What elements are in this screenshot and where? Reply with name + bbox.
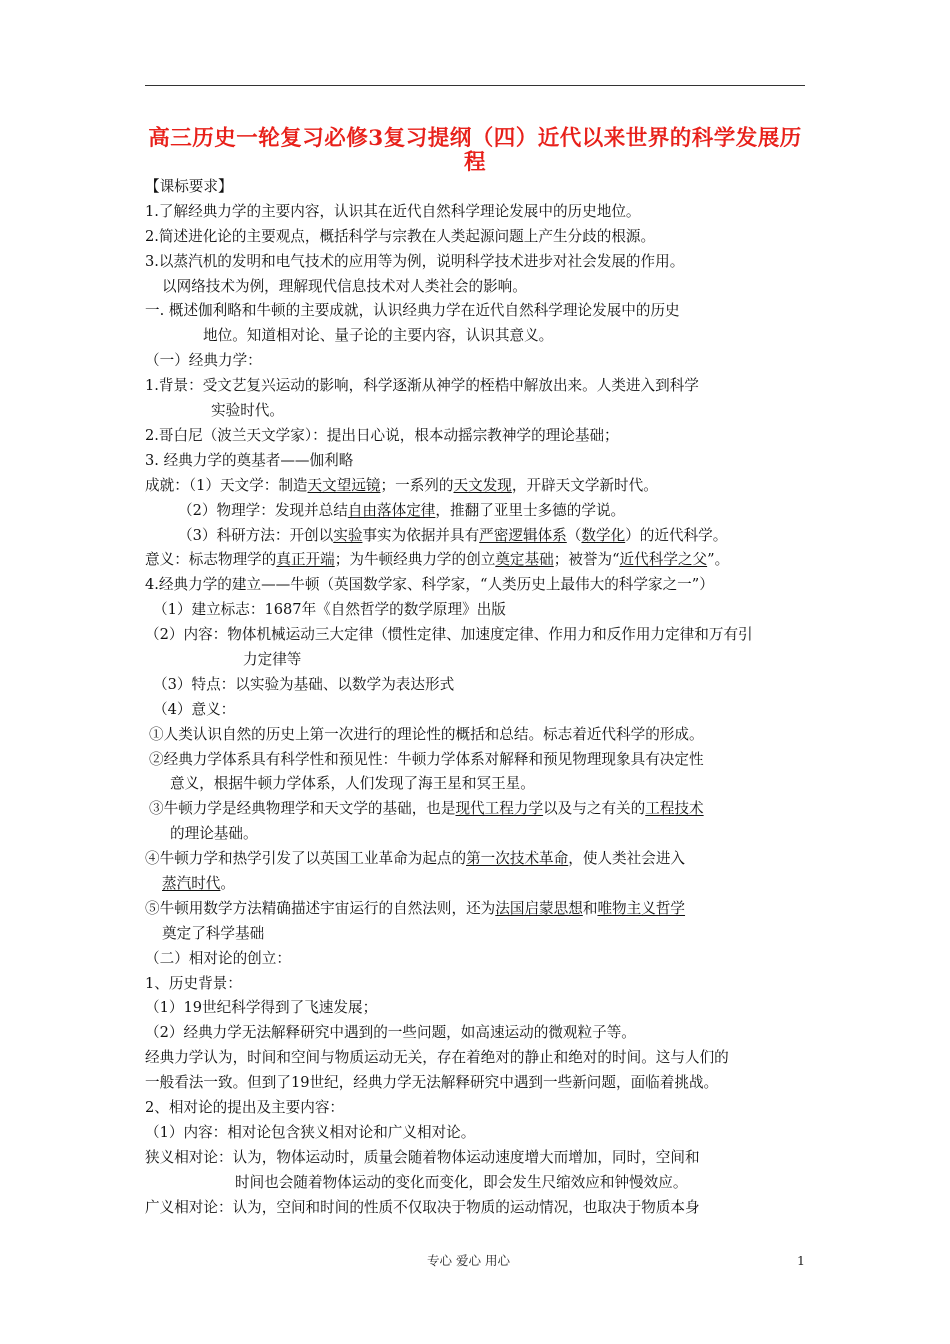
text-run: 3.以蒸汽机的发明和电气技术的应用等为例，说明科学技术进步对社会发展的作用。 xyxy=(145,253,685,270)
text-line xyxy=(149,799,704,819)
text-line xyxy=(145,376,699,396)
text-run: 4.经典力学的建立——牛顿（英国数学家、科学家，“人类历史上最伟大的科学家之一”） xyxy=(145,576,714,593)
text-run: （1）19世纪科学得到了飞速发展； xyxy=(145,999,378,1016)
text-run: （3）特点：以实验为基础、以数学为表达形式 xyxy=(153,676,455,693)
text-run: （一）经典力学： xyxy=(145,352,262,369)
text-run: 2.哥白尼（波兰天文学家）：提出日心说，根本动摇宗教神学的理论基础； xyxy=(145,427,619,444)
text-run: 事实为依据并具有 xyxy=(362,527,480,544)
text-line xyxy=(243,650,301,670)
text-run: 1.背景：受文艺复兴运动的影响，科学逐渐从神学的桎梏中解放出来。人类进入到科学 xyxy=(145,377,699,394)
text-line xyxy=(235,1173,687,1193)
text-line xyxy=(145,625,753,645)
text-run: 1.了解经典力学的主要内容，认识其在近代自然科学理论发展中的历史地位。 xyxy=(145,203,641,220)
text-line xyxy=(145,1148,700,1168)
text-line xyxy=(145,476,658,496)
text-run: 和 xyxy=(582,900,598,917)
footer-slogan: 专心 爱心 用心 xyxy=(427,1253,510,1268)
text-line xyxy=(211,401,284,421)
text-run: ②经典力学体系具有科学性和预见性：牛顿力学体系对解释和预见物理现象具有决定性 xyxy=(149,751,704,768)
text-run: ，推翻了亚里士多德的学说。 xyxy=(435,502,626,519)
text-run: ，使人类社会进入 xyxy=(568,850,686,867)
key-term: 工程技术 xyxy=(645,800,704,817)
text-line xyxy=(145,202,641,222)
text-line xyxy=(149,725,704,745)
text-run: 以网络技术为例，理解现代信息技术对人类社会的影响。 xyxy=(162,278,527,295)
text-run: （1）建立标志：1687年《自然哲学的数学原理》出版 xyxy=(153,601,506,618)
text-run: （2）内容：物体机械运动三大定律（惯性定律、加速度定律、作用力和反作用力定律和万有引 xyxy=(145,626,753,643)
text-run: 经典力学认为，时间和空间与物质运动无关，存在着绝对的静止和绝对的时间。这与人们的 xyxy=(145,1049,729,1066)
text-run: 奠定了科学基础 xyxy=(162,925,265,942)
key-term: 第一次技术革命 xyxy=(466,850,569,867)
text-line xyxy=(178,501,625,521)
text-run: 2.简述进化论的主要观点，概括科学与宗教在人类起源问题上产生分歧的根源。 xyxy=(145,228,656,245)
text-run: （2）经典力学无法解释研究中遇到的一些问题，如高速运动的微观粒子等。 xyxy=(145,1024,636,1041)
text-run: 意义：标志物理学的 xyxy=(145,551,277,568)
key-term: 实验 xyxy=(333,527,363,544)
title-line-2: 程 xyxy=(463,150,486,175)
text-run: （2）物理学：发现并总结 xyxy=(178,502,348,519)
text-run: ；为牛顿经典力学的创立 xyxy=(334,551,496,568)
text-run: 2、相对论的提出及主要内容： xyxy=(145,1099,345,1116)
text-run: ”。 xyxy=(707,551,730,568)
text-line xyxy=(149,750,704,770)
text-run: 实验时代。 xyxy=(211,402,284,419)
top-rule xyxy=(145,85,805,86)
text-run: 意义，根据牛顿力学体系，人们发现了海王星和冥王星。 xyxy=(170,775,535,792)
key-term: 唯物主义哲学 xyxy=(597,900,686,917)
text-run: ④牛顿力学和热学引发了以英国工业革命为起点的 xyxy=(145,850,467,867)
text-line xyxy=(153,700,235,720)
text-run: （4）意义： xyxy=(153,701,236,718)
text-line xyxy=(145,1048,729,1068)
text-line xyxy=(145,177,233,197)
text-line xyxy=(145,998,377,1018)
text-run: 3. 经典力学的奠基者——伽利略 xyxy=(145,452,354,469)
text-run: 力定律等 xyxy=(243,651,302,668)
text-run: 。 xyxy=(220,875,235,892)
key-term: 奠定基础 xyxy=(495,551,554,568)
document-title xyxy=(140,127,810,175)
page-number: 1 xyxy=(797,1253,805,1268)
text-run: ，开辟天文学新时代。 xyxy=(511,477,658,494)
text-line xyxy=(145,899,685,919)
text-line xyxy=(145,849,685,869)
text-run: 的理论基础。 xyxy=(170,825,258,842)
text-line xyxy=(170,824,258,844)
key-term: 天文望远镜 xyxy=(307,477,381,494)
text-run: 1、历史背景： xyxy=(145,975,242,992)
text-run: ）的近代科学。 xyxy=(625,527,728,544)
text-line xyxy=(145,451,353,471)
key-term: 数学化 xyxy=(581,527,626,544)
text-line xyxy=(162,924,264,944)
key-term: 严密逻辑体系 xyxy=(479,527,567,544)
text-line xyxy=(145,550,729,570)
text-run: 【课标要求】 xyxy=(145,178,233,195)
key-term: 蒸汽时代 xyxy=(162,875,221,892)
text-run: 地位。知道相对论、量子论的主要内容，认识其意义。 xyxy=(203,327,554,344)
text-run: 以及与之有关的 xyxy=(543,800,646,817)
text-line xyxy=(145,1023,636,1043)
text-line xyxy=(145,1123,475,1143)
text-run: 一般看法一致。但到了19世纪，经典力学无法解释研究中遇到一些新问题，面临着挑战。 xyxy=(145,1074,719,1091)
text-line xyxy=(153,675,454,695)
text-line xyxy=(145,426,619,446)
text-run: 一. 概述伽利略和牛顿的主要成就，认识经典力学在近代自然科学理论发展中的历史 xyxy=(145,302,680,319)
text-run: ；被誉为“ xyxy=(553,551,620,568)
key-term: 近代科学之父 xyxy=(619,551,708,568)
text-line xyxy=(162,277,527,297)
text-run: 成就：（1）天文学：制造 xyxy=(145,477,308,494)
text-line xyxy=(145,227,655,247)
text-run: 广义相对论：认为，空间和时间的性质不仅取决于物质的运动情况，也取决于物质本身 xyxy=(145,1199,700,1216)
text-run: （二）相对论的创立： xyxy=(145,950,291,967)
text-line xyxy=(162,874,235,894)
text-run: （1）内容：相对论包含狭义相对论和广义相对论。 xyxy=(145,1124,476,1141)
text-line xyxy=(178,526,727,546)
text-line xyxy=(145,575,714,595)
key-term: 法国启蒙思想 xyxy=(495,900,583,917)
text-line xyxy=(145,1198,700,1218)
key-term: 现代工程力学 xyxy=(455,800,544,817)
text-line xyxy=(145,351,262,371)
text-run: ；一系列的 xyxy=(380,477,454,494)
text-line xyxy=(145,1073,718,1093)
text-line xyxy=(145,1098,344,1118)
title-line-1: 高三历史一轮复习必修3复习提纲（四）近代以来世界的科学发展历 xyxy=(148,126,802,151)
text-run: ①人类认识自然的历史上第一次进行的理论性的概括和总结。标志着近代科学的形成。 xyxy=(149,726,704,743)
key-term: 天文发现 xyxy=(453,477,512,494)
text-run: ③牛顿力学是经典物理学和天文学的基础，也是 xyxy=(149,800,456,817)
text-line xyxy=(153,600,506,620)
text-line xyxy=(145,949,291,969)
text-line xyxy=(203,326,553,346)
key-term: 真正开端 xyxy=(276,551,335,568)
text-run: 狭义相对论：认为，物体运动时，质量会随着物体运动速度增大而增加，同时，空间和 xyxy=(145,1149,700,1166)
text-run: （ xyxy=(566,527,582,544)
text-run: 时间也会随着物体运动的变化而变化，即会发生尺缩效应和钟慢效应。 xyxy=(235,1174,688,1191)
text-line xyxy=(145,301,680,321)
text-run: （3）科研方法：开创以 xyxy=(178,527,334,544)
text-run: ⑤牛顿用数学方法精确描述宇宙运行的自然法则，还为 xyxy=(145,900,496,917)
text-line xyxy=(145,974,242,994)
text-line xyxy=(145,252,684,272)
key-term: 自由落体定律 xyxy=(347,502,436,519)
text-line xyxy=(170,774,535,794)
